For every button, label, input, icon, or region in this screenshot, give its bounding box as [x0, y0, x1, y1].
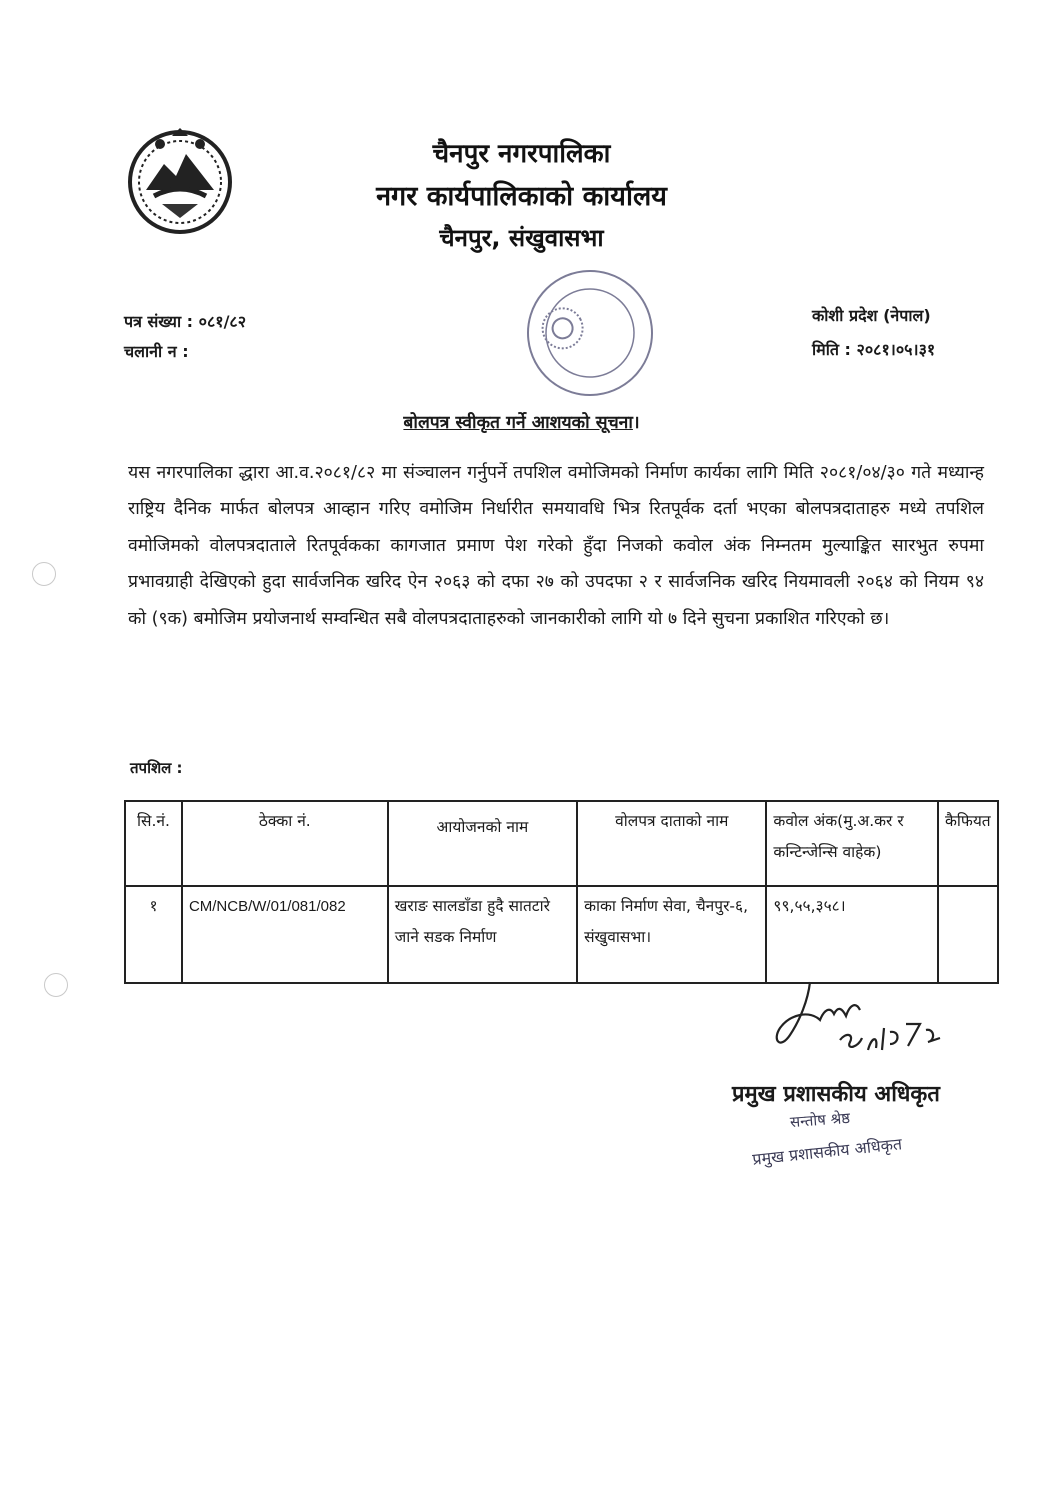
- details-label: तपशिल :: [130, 759, 183, 777]
- office-stamp: [510, 258, 670, 408]
- table-header-row: [125, 801, 998, 886]
- punch-hole-top: [32, 562, 56, 586]
- cell-contract-no: CM/NCB/W/01/081/082: [182, 886, 388, 983]
- signatory-designation: प्रमुख प्रशासकीय अधिकृत: [732, 1082, 940, 1107]
- letter-number: पत्र संख्या : ०८१/८२: [124, 312, 247, 331]
- header-project-name: आयोजनको नाम: [388, 801, 577, 886]
- table-row: [125, 886, 998, 983]
- header-serial: सि.नं.: [125, 801, 182, 886]
- stamp-officer-name: सन्तोष श्रेष्ठ: [789, 1108, 851, 1132]
- notice-subject: [300, 410, 743, 434]
- office-address: चैनपुर, संखुवासभा: [439, 224, 604, 252]
- notice-subject-text: बोलपत्र स्वीकृत गर्ने आशयको सूचना: [403, 413, 633, 433]
- nepal-emblem-logo: [124, 124, 236, 236]
- cell-bidder-name: काका निर्माण सेवा, चैनपुर-६, संखुवासभा।: [577, 886, 766, 983]
- header-bid-amount: कवोल अंक(मु.अ.कर र कन्टिन्जेन्सि वाहेक): [766, 801, 938, 886]
- punch-hole-bottom: [44, 973, 68, 997]
- cell-remarks: [938, 886, 998, 983]
- office-name: नगर कार्यपालिकाको कार्यालय: [376, 181, 667, 212]
- handwritten-signature: [750, 980, 990, 1075]
- municipality-name: चैनपुर नगरपालिका: [432, 139, 611, 169]
- cell-bid-amount: ९९,५५,३५८।: [766, 886, 938, 983]
- letter-date: मिति : २०८१।०५।३१: [812, 340, 936, 359]
- cell-serial: १: [125, 886, 182, 983]
- dispatch-number: चलानी न :: [124, 342, 189, 361]
- cell-project-name: खराङ सालडाँडा हुदै सातटारे जाने सडक निर्माण: [388, 886, 577, 983]
- header-bidder-name: वोलपत्र दाताको नाम: [577, 801, 766, 886]
- notice-body: यस नगरपालिका द्धारा आ.व.२०८१/८२ मा संञ्चालन गर्नुपर्ने तपशिल वमोजिमको निर्माण कार्यका लागि मिति २०८१/०४/३० गते मध्यान्ह राष्ट्रिय दैनिक मार्फत बोलपत्र आव्हान गरिए वमोजिम निर्धारीत समयावधि भित्र रितपूर्वक दर्ता भएका बोलपत्रदाताहरु मध्ये तपशिल वमोजिमको वोलपत्रदाताले रितपूर्वकका कागजात प्रमाण पेश गरेको हुँदा निजको कवोल अंक निम्नतम मुल्याङ्कित सारभुत रुपमा प्रभावग्राही देखिएको हुदा सार्वजनिक खरिद ऐन २०६३ को दफा २७ को उपदफा २ र सार्वजनिक खरिद नियमावली २०६४ को नियम ९४ को (९क) बमोजिम प्रयोजनार्थ सम्वन्धित सबै वोलपत्रदाताहरुको जानकारीको लागि यो ७ दिने सुचना प्रकाशित गरिएको छ।: [128, 463, 984, 629]
- header-contract-no: ठेक्का नं.: [182, 801, 388, 886]
- notice-subject-end: ।: [632, 413, 640, 433]
- stamp-officer-title: प्रमुख प्रशासकीय अधिकृत: [751, 1134, 903, 1169]
- bid-details-table: [124, 800, 999, 984]
- header-remarks: कैफियत: [938, 801, 998, 886]
- province-label: कोशी प्रदेश (नेपाल): [812, 306, 931, 325]
